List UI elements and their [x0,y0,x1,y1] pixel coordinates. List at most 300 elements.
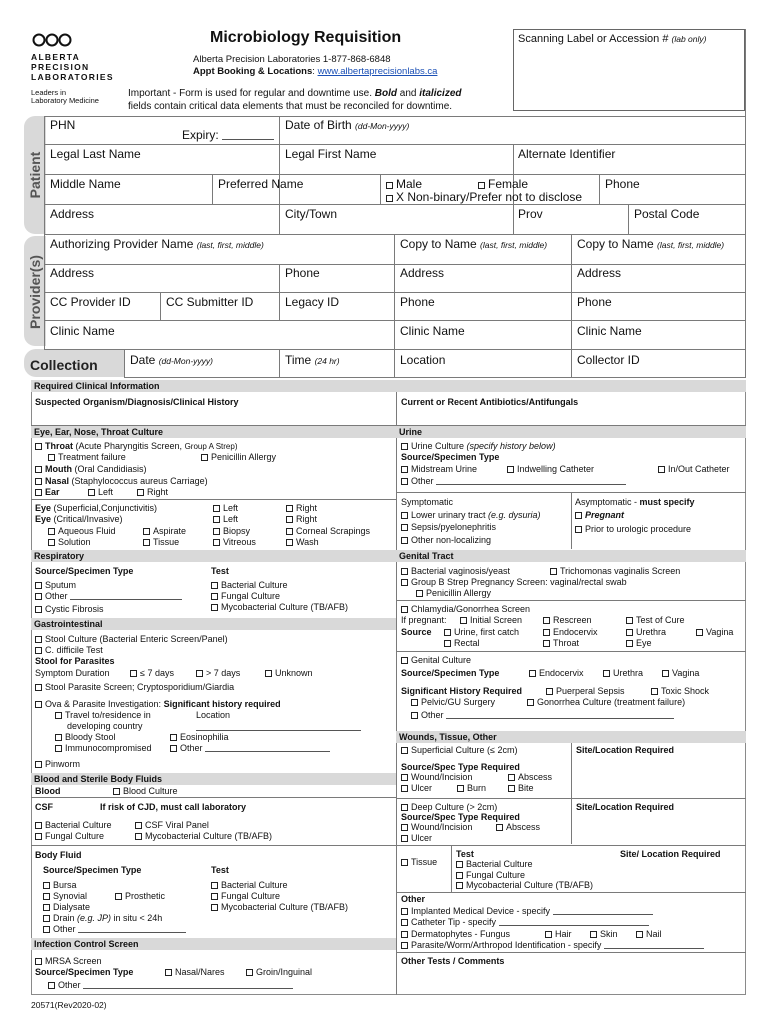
parasite-id-option[interactable] [401,940,704,950]
synovial-option[interactable] [43,891,87,901]
other-tests-comments-field[interactable]: Other Tests / Comments [401,956,505,966]
legal-first-name-field[interactable]: Legal First Name [285,147,377,161]
genital-throat-option[interactable] [543,638,579,648]
prior-uro-label: Prior to urologic procedure [585,524,692,534]
dialysate-option[interactable] [43,902,90,912]
csf-fungal-option[interactable] [35,831,104,841]
prosthetic-option[interactable] [115,891,165,901]
ear-option[interactable] [35,487,60,497]
tagline-line-1: Leaders in [31,88,67,97]
expiry-field[interactable] [182,129,274,143]
downtime-notice-line-1 [128,88,462,100]
cc-provider-id-field[interactable]: CC Provider ID [50,295,131,309]
genital-culture-checkbox[interactable] [401,657,408,664]
lower-uti-checkbox[interactable] [401,512,408,519]
puerperal-checkbox[interactable] [546,688,553,695]
solution-checkbox[interactable] [48,539,55,546]
provider-phone-field[interactable]: Phone [285,266,320,280]
synovial-checkbox[interactable] [43,893,50,900]
csf-bacterial-checkbox[interactable] [35,822,42,829]
bf-fungal-option[interactable] [211,891,280,901]
bf-other-checkbox[interactable] [43,926,50,933]
wound-tissue-option[interactable] [401,857,437,867]
genital-culture-option[interactable] [401,655,471,665]
copy2-clinic-field[interactable]: Clinic Name [577,324,642,338]
deep-abscess-option[interactable] [496,822,540,832]
gt7-days-option[interactable] [196,668,240,678]
prior-uro-checkbox[interactable] [575,526,582,533]
bursa-option[interactable] [43,880,77,890]
bite-checkbox[interactable] [508,785,515,792]
genital-eye-option[interactable] [626,638,652,648]
dob-field[interactable] [285,119,409,133]
treatment-failure-option[interactable] [48,452,126,462]
wash-option[interactable] [286,537,319,547]
csf-myco-option[interactable] [135,831,272,841]
urine-culture-checkbox[interactable] [401,443,408,450]
infection-other-option[interactable] [48,980,293,990]
copy1-hint: (last, first, middle) [480,240,548,250]
eosinophilia-option[interactable] [170,732,229,742]
nasal-nares-option[interactable] [165,967,225,977]
tissue-fungal-option[interactable] [456,870,525,880]
vagina2-checkbox[interactable] [662,670,669,677]
pinworm-option[interactable] [35,759,80,769]
resp-bacterial-checkbox[interactable] [211,582,218,589]
genital-eye-checkbox[interactable] [626,640,633,647]
sputum-checkbox[interactable] [35,582,42,589]
bf-other-option[interactable] [43,924,186,934]
skin-option[interactable] [590,929,618,939]
rescreen-checkbox[interactable] [543,617,550,624]
prosthetic-checkbox[interactable] [115,893,122,900]
gbs-checkbox[interactable] [401,579,408,586]
biopsy-checkbox[interactable] [213,528,220,535]
bite-option[interactable] [508,783,534,793]
middle-name-field[interactable]: Middle Name [50,177,121,191]
stool-parasite-screen-option[interactable] [35,682,234,692]
prior-uro-option[interactable] [575,524,691,534]
resp-other-checkbox[interactable] [35,593,42,600]
copy2-phone-field[interactable]: Phone [577,295,612,309]
bf-fungal-checkbox[interactable] [211,893,218,900]
deep-wound-option[interactable] [401,822,472,832]
urethra-option[interactable] [626,627,666,637]
abscess-option[interactable] [508,772,552,782]
collection-time-field[interactable] [285,354,340,368]
dermato-checkbox[interactable] [401,931,408,938]
tissue-myco-option[interactable] [456,880,593,890]
treatment-failure-checkbox[interactable] [48,454,55,461]
collector-id-field[interactable]: Collector ID [577,353,640,367]
drain-checkbox[interactable] [43,915,50,922]
tissue-bacterial-checkbox[interactable] [456,861,463,868]
endocervix2-checkbox[interactable] [529,670,536,677]
bf-bacterial-option[interactable] [211,880,288,890]
copy-to-name-1-field[interactable] [400,238,547,252]
nonbinary-checkbox[interactable] [386,195,393,202]
urine-first-checkbox[interactable] [444,629,451,636]
alternate-identifier-field[interactable]: Alternate Identifier [518,147,616,161]
parasite-id-checkbox[interactable] [401,942,408,949]
deep-ulcer-checkbox[interactable] [401,835,408,842]
non-localizing-checkbox[interactable] [401,537,408,544]
eye1-left-checkbox[interactable] [213,505,220,512]
genital-other-blank[interactable] [446,711,674,719]
city-field[interactable]: City/Town [285,207,338,221]
eye2-left-checkbox[interactable] [213,516,220,523]
appt-label: Appt Booking & Locations [193,66,313,77]
eye1-left-option[interactable] [213,503,238,513]
drain-option[interactable] [43,913,162,923]
aqueous-checkbox[interactable] [48,528,55,535]
ear-checkbox[interactable] [35,489,42,496]
wound-tissue-checkbox[interactable] [401,859,408,866]
eye1-right-checkbox[interactable] [286,505,293,512]
eye2-right-option[interactable] [286,514,317,524]
urethra-checkbox[interactable] [626,629,633,636]
collection-location-field[interactable]: Location [400,353,446,367]
bf-bacterial-checkbox[interactable] [211,882,218,889]
initial-checkbox[interactable] [460,617,467,624]
throat-checkbox[interactable] [35,443,42,450]
endocervix2-option[interactable] [529,668,584,678]
stool-culture-checkbox[interactable] [35,636,42,643]
resp-myco-option[interactable] [211,602,348,612]
nail-option[interactable] [636,929,662,939]
csf-myco-checkbox[interactable] [135,833,142,840]
le7-label: ≤ 7 days [140,668,174,678]
ear-right-checkbox[interactable] [137,489,144,496]
preferred-name-field[interactable]: Preferred Name [218,177,304,191]
burn-checkbox[interactable] [457,785,464,792]
deep-checkbox[interactable] [401,804,408,811]
pelvic-surgery-option[interactable] [411,697,495,707]
puerperal-option[interactable] [546,686,625,696]
infection-other-blank[interactable] [83,981,293,989]
vitreous-checkbox[interactable] [213,539,220,546]
travel-location-blank[interactable] [196,730,361,731]
gbs-penicillin-option[interactable] [416,588,491,598]
form-title: Microbiology Requisition [210,29,402,46]
urine-first-option[interactable] [444,627,519,637]
chlamydia-checkbox[interactable] [401,606,408,613]
le7-days-option[interactable] [130,668,174,678]
cc-submitter-id-field[interactable]: CC Submitter ID [166,295,254,309]
sepsis-checkbox[interactable] [401,524,408,531]
bloody-stool-option[interactable] [55,732,116,742]
tissue-bacterial-option[interactable] [456,859,533,869]
tissue-option[interactable] [143,537,179,547]
ulcer-checkbox[interactable] [401,785,408,792]
csf-bacterial-option[interactable] [35,820,112,830]
superficial-checkbox[interactable] [401,747,408,754]
copy1-phone-field[interactable]: Phone [400,295,435,309]
travel-location-label: Location [196,710,231,720]
cf-checkbox[interactable] [35,606,42,613]
tissue-myco-checkbox[interactable] [456,882,463,889]
chlamydia-option[interactable] [401,604,530,614]
stool-parasite-checkbox[interactable] [35,684,42,691]
copy2-address-field[interactable]: Address [577,266,622,280]
vagina-checkbox[interactable] [696,629,703,636]
superficial-label: Superficial Culture (≤ 2cm) [411,745,518,755]
immunocompromised-option[interactable] [55,743,152,753]
cdiff-option[interactable] [35,645,103,655]
resp-other-option[interactable] [35,591,182,601]
genital-other-option[interactable] [411,710,674,720]
stool-culture-option[interactable] [35,634,228,644]
endocervix-checkbox[interactable] [543,629,550,636]
wound-incision-option[interactable] [401,772,472,782]
deep-abscess-checkbox[interactable] [496,824,503,831]
rectal-checkbox[interactable] [444,640,451,647]
nasal-nares-checkbox[interactable] [165,969,172,976]
gonorrhea-failure-option[interactable] [527,697,685,707]
eye2-left-option[interactable] [213,514,238,524]
eye2-right-checkbox[interactable] [286,516,293,523]
ear-left-checkbox[interactable] [88,489,95,496]
trich-option[interactable] [550,566,680,576]
deep-wound-checkbox[interactable] [401,824,408,831]
superficial-culture-option[interactable] [401,745,517,755]
le7-checkbox[interactable] [130,670,137,677]
infection-other-checkbox[interactable] [48,982,55,989]
antibiotics-field[interactable]: Current or Recent Antibiotics/Antifungals [401,397,579,407]
dob-hint: (dd-Mon-yyyy) [355,121,410,131]
clinic-name-field[interactable]: Clinic Name [50,324,115,338]
urine-other-checkbox[interactable] [401,478,408,485]
bv-option[interactable] [401,566,510,576]
bv-checkbox[interactable] [401,568,408,575]
resp-other-blank[interactable] [70,592,182,600]
bursa-checkbox[interactable] [43,882,50,889]
deep-culture-option[interactable] [401,802,497,812]
wash-checkbox[interactable] [286,539,293,546]
suspected-organism-field[interactable]: Suspected Organism/Diagnosis/Clinical History [35,397,239,407]
toxic-checkbox[interactable] [651,688,658,695]
gi-other-option[interactable] [170,743,330,753]
org-name-line-1: ALBERTA [31,52,81,62]
biopsy-option[interactable] [213,526,250,536]
dermatophytes-option[interactable] [401,929,510,939]
immuno-label: Immunocompromised [65,743,152,753]
eye1-right-option[interactable] [286,503,317,513]
male-checkbox[interactable] [386,182,393,189]
provider-address-field[interactable]: Address [50,266,95,280]
hair-option[interactable] [545,929,572,939]
midstream-option[interactable] [401,464,477,474]
infection-other-label: Other [58,980,81,990]
hair-checkbox[interactable] [545,931,552,938]
test-of-cure-option[interactable] [626,615,685,625]
postal-code-field[interactable]: Postal Code [634,207,700,221]
trich-checkbox[interactable] [550,568,557,575]
gi-other-blank[interactable] [205,744,330,752]
csf-viral-option[interactable] [135,820,209,830]
mouth-checkbox[interactable] [35,466,42,473]
phn-field[interactable]: PHN [50,118,76,132]
bf-other-blank[interactable] [78,925,186,933]
copy1-clinic-field[interactable]: Clinic Name [400,324,465,338]
indwelling-checkbox[interactable] [507,466,514,473]
sex-nonbinary-option[interactable] [386,191,582,205]
mrsa-checkbox[interactable] [35,958,42,965]
catheter-blank[interactable] [499,918,649,926]
urine-other-option[interactable] [401,476,626,486]
aspirate-option[interactable] [143,526,186,536]
patient-address-field[interactable]: Address [50,207,95,221]
lower-uti-option[interactable] [401,510,541,520]
pregnant-option[interactable] [575,510,624,520]
genital-throat-checkbox[interactable] [543,640,550,647]
travel-checkbox[interactable] [55,712,62,719]
legacy-id-field[interactable]: Legacy ID [285,295,340,309]
gon-fail-checkbox[interactable] [527,699,534,706]
travel-option[interactable] [55,710,151,720]
eosin-checkbox[interactable] [170,734,177,741]
cystic-fibrosis-option[interactable] [35,604,104,614]
groin-checkbox[interactable] [246,969,253,976]
inout-checkbox[interactable] [658,466,665,473]
resp-myco-checkbox[interactable] [211,604,218,611]
downtime-notice-line-2: fields contain critical data elements that must be reconciled for downtime. [128,101,453,112]
sepsis-option[interactable] [401,522,496,532]
gi-other-checkbox[interactable] [170,745,177,752]
gt7-checkbox[interactable] [196,670,203,677]
nonbinary-label: X Non-binary/Prefer not to disclose [396,190,583,204]
vagina2-option[interactable] [662,668,699,678]
csf-viral-checkbox[interactable] [135,822,142,829]
groin-option[interactable] [246,967,312,977]
catheter-tip-option[interactable] [401,917,649,927]
implanted-device-option[interactable] [401,906,653,916]
cdiff-checkbox[interactable] [35,647,42,654]
resp-bacterial-option[interactable] [211,580,288,590]
blood-culture-checkbox[interactable] [113,788,120,795]
corneal-option[interactable] [286,526,370,536]
resp-fungal-option[interactable] [211,591,280,601]
rectal-option[interactable] [444,638,480,648]
nasal-checkbox[interactable] [35,478,42,485]
penicillin-allergy-option[interactable] [201,452,276,462]
nasal-label: Nasal [45,476,70,486]
nail-checkbox[interactable] [636,931,643,938]
female-checkbox[interactable] [478,182,485,189]
penicillin-checkbox[interactable] [201,454,208,461]
collection-date-field[interactable] [130,354,213,368]
bite-label: Bite [518,783,534,793]
chlamydia-label: Chlamydia/Gonorrhea Screen [411,604,531,614]
urine-other-blank[interactable] [436,477,626,485]
tissue-checkbox[interactable] [143,539,150,546]
copy1-address-field[interactable]: Address [400,266,445,280]
initial-screen-option[interactable] [460,615,522,625]
indwelling-option[interactable] [507,464,594,474]
lab-phone-line: Alberta Precision Laboratories 1-877-868-6848 [193,54,391,65]
parasite-id-blank[interactable] [604,941,704,949]
duration-unknown-option[interactable] [265,668,313,678]
unknown-checkbox[interactable] [265,670,272,677]
sputum-option[interactable] [35,580,76,590]
dialysate-checkbox[interactable] [43,904,50,911]
genital-other-checkbox[interactable] [411,712,418,719]
vagina-option[interactable] [696,627,733,637]
gbs-option[interactable] [401,577,627,587]
legal-last-name-field[interactable]: Legal Last Name [50,147,141,161]
ova-checkbox[interactable] [35,701,42,708]
implanted-blank[interactable] [553,907,653,915]
mouth-option[interactable] [35,464,147,474]
skin-checkbox[interactable] [590,931,597,938]
midstream-checkbox[interactable] [401,466,408,473]
patient-phone-field[interactable]: Phone [605,177,640,191]
bloody-label: Bloody Stool [65,732,116,742]
nasal-option[interactable] [35,476,208,486]
gbs-penicillin-checkbox[interactable] [416,590,423,597]
aqueous-option[interactable] [48,526,116,536]
solution-option[interactable] [48,537,91,547]
rescreen-option[interactable] [543,615,592,625]
csf-fungal-checkbox[interactable] [35,833,42,840]
burn-option[interactable] [457,783,486,793]
mrsa-option[interactable] [35,956,102,966]
ulcer-option[interactable] [401,783,432,793]
ear-right-option[interactable] [137,487,168,497]
urethra2-checkbox[interactable] [603,670,610,677]
travel-label: Travel to/residence in [65,710,151,720]
pelvic-checkbox[interactable] [411,699,418,706]
toc-checkbox[interactable] [626,617,633,624]
resp-fungal-checkbox[interactable] [211,593,218,600]
body-fluid-heading: Body Fluid [35,850,82,860]
urethra2-option[interactable] [603,668,643,678]
ova-parasite-option[interactable] [35,699,281,709]
authorizing-provider-field[interactable] [50,238,264,252]
pinworm-checkbox[interactable] [35,761,42,768]
lab-website-link[interactable]: www.albertaprecisionlabs.ca [317,66,438,77]
throat-option[interactable] [35,441,237,451]
prov-field[interactable]: Prov [518,207,543,221]
catheter-checkbox[interactable] [401,919,408,926]
copy-to-name-2-field[interactable] [577,238,724,252]
implanted-checkbox[interactable] [401,908,408,915]
dermato-label: Dermatophytes - Fungus [411,929,511,939]
vitreous-option[interactable] [213,537,256,547]
tissue-fungal-checkbox[interactable] [456,872,463,879]
pregnant-checkbox[interactable] [575,512,582,519]
blood-culture-option[interactable] [113,786,178,796]
deep-ulcer-option[interactable] [401,833,432,843]
immuno-checkbox[interactable] [55,745,62,752]
bf-myco-checkbox[interactable] [211,904,218,911]
eye2-right-label: Right [296,514,318,524]
abscess-checkbox[interactable] [508,774,515,781]
auth-label: Authorizing Provider Name [50,237,197,251]
inout-catheter-option[interactable] [658,464,730,474]
endocervix-option[interactable] [543,627,598,637]
aspirate-checkbox[interactable] [143,528,150,535]
corneal-checkbox[interactable] [286,528,293,535]
eye2-label: Eye [35,514,52,524]
urine-culture-option[interactable] [401,441,556,451]
bf-myco-option[interactable] [211,902,348,912]
wound-incision-checkbox[interactable] [401,774,408,781]
ear-left-option[interactable] [88,487,113,497]
bloody-checkbox[interactable] [55,734,62,741]
toxic-shock-option[interactable] [651,686,709,696]
non-localizing-option[interactable] [401,535,491,545]
